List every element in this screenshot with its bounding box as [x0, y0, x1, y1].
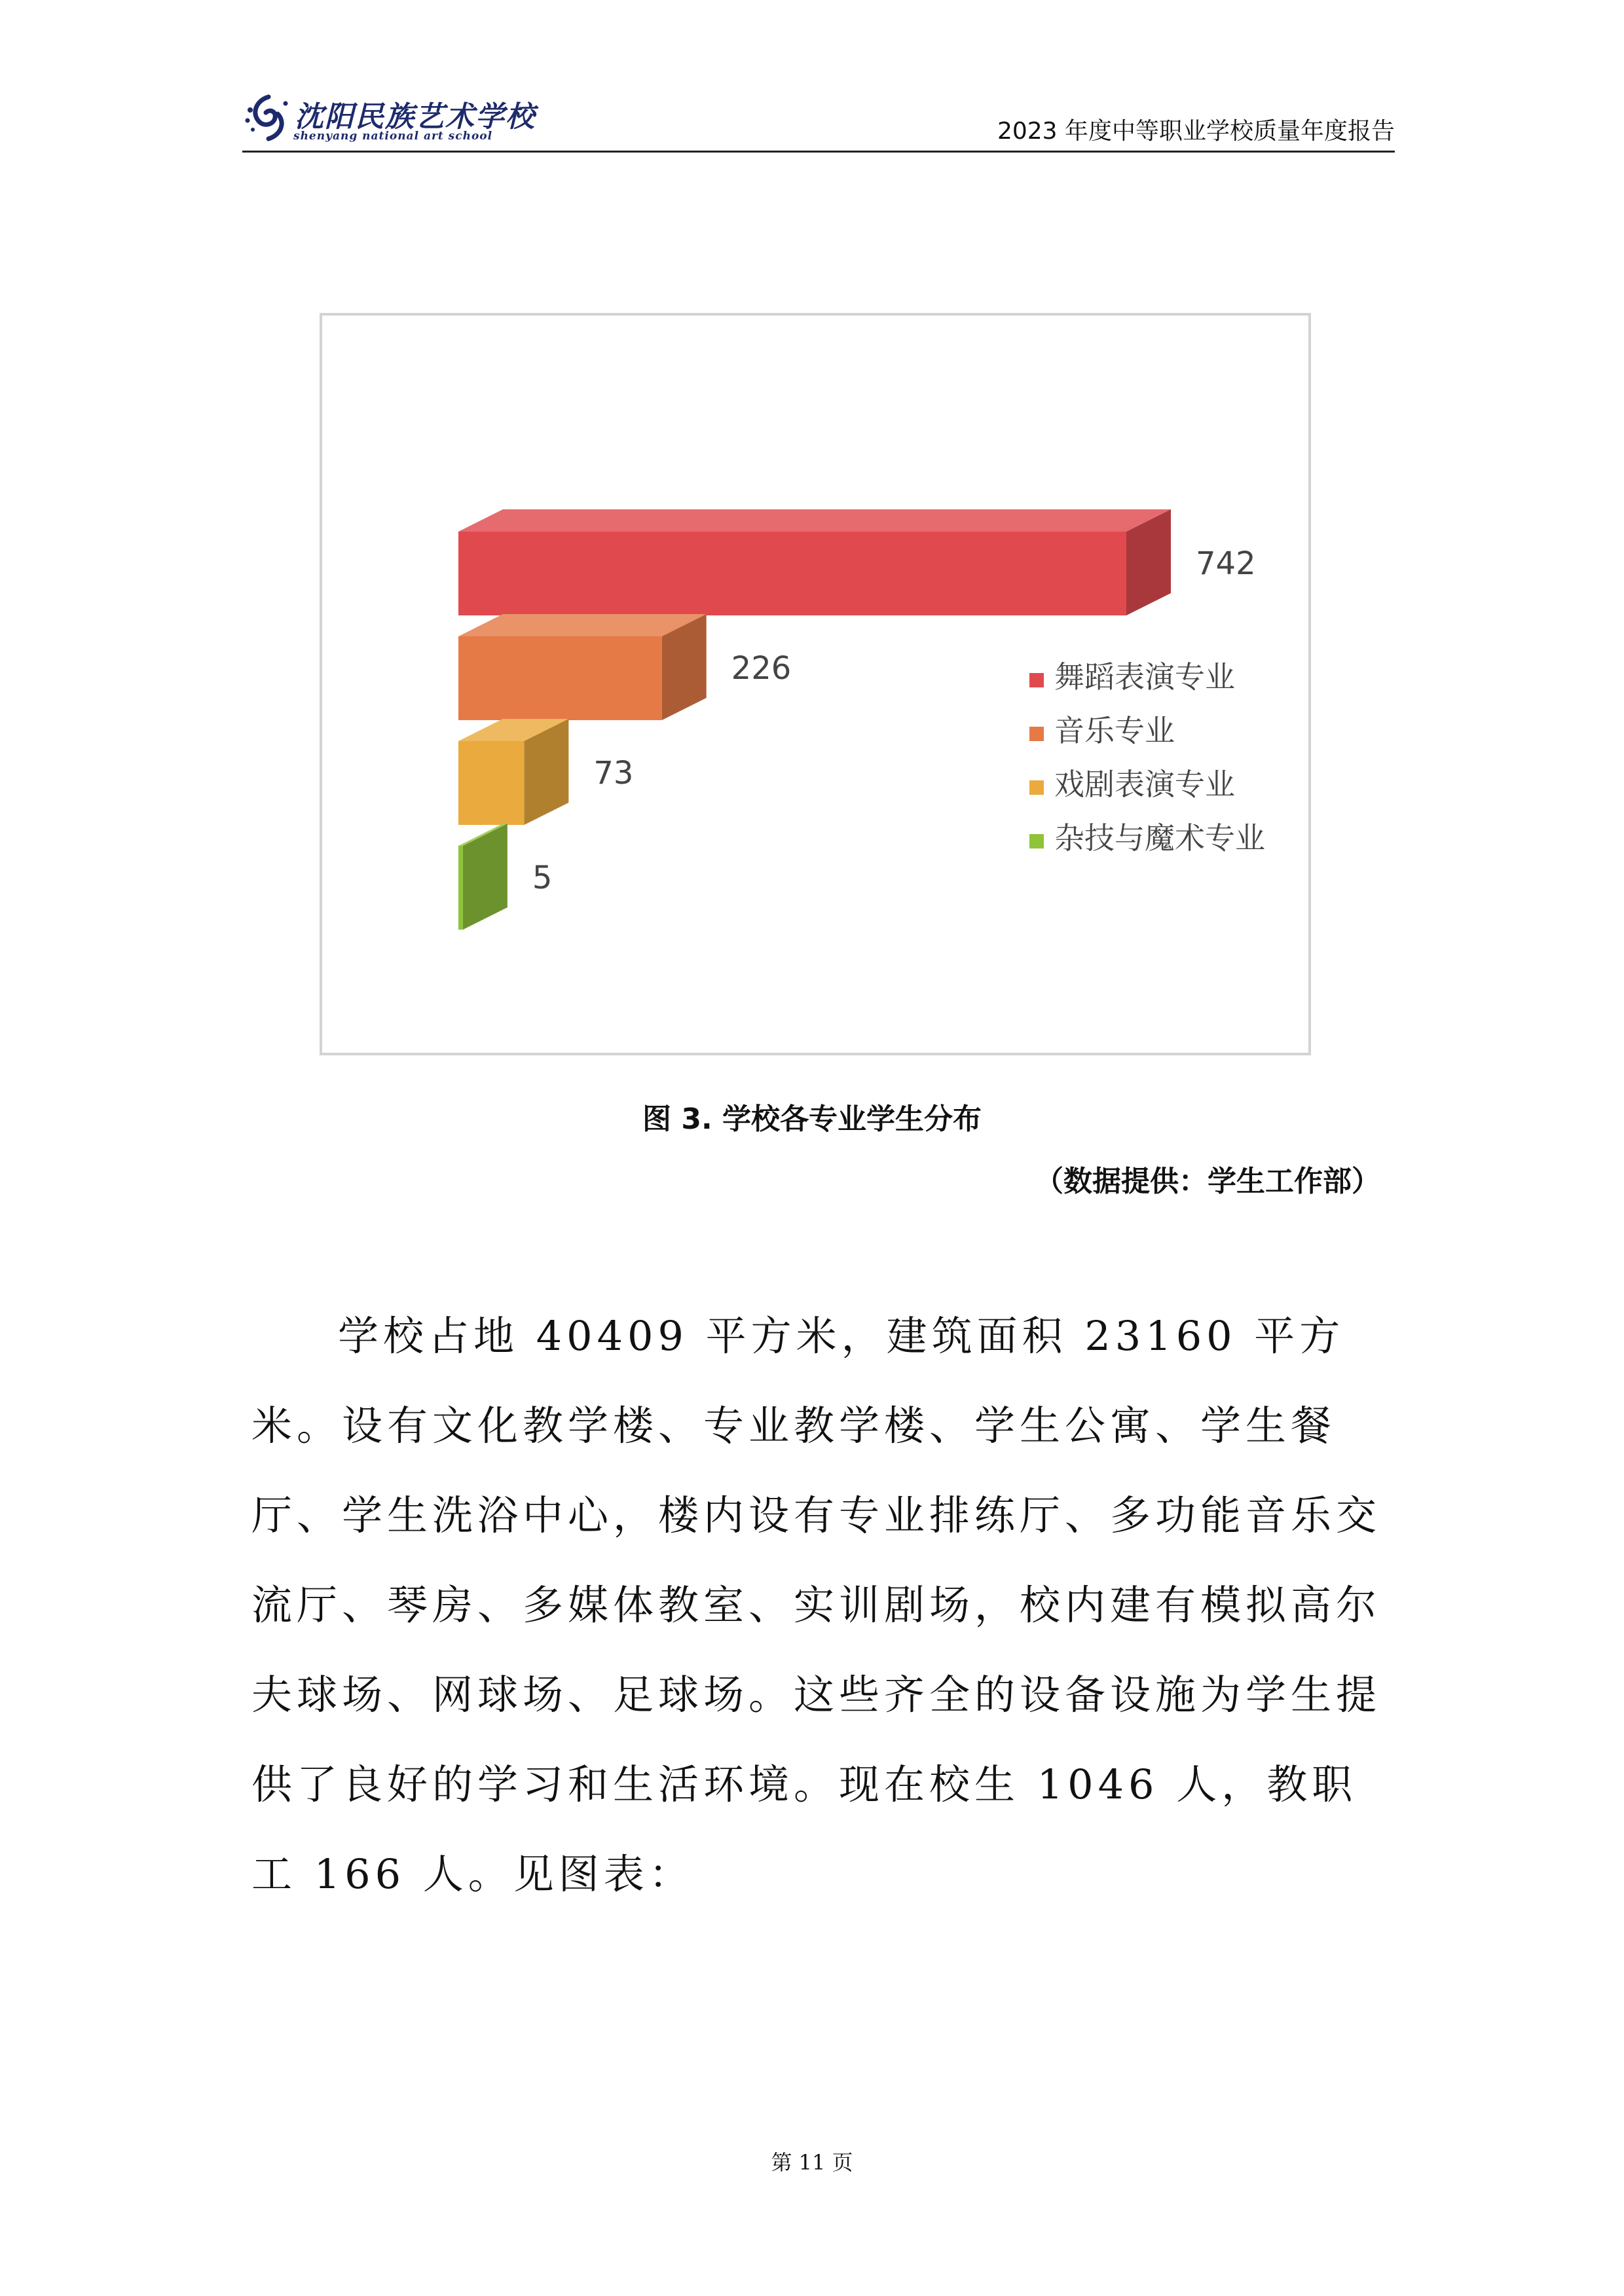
- page-number: 第 11 页: [771, 2150, 853, 2175]
- bar-4: [458, 824, 507, 930]
- school-emblem-icon: [242, 92, 295, 144]
- logo-chinese-name: 沈阳民族艺术学校: [295, 100, 536, 134]
- bar-side-face: [463, 824, 507, 930]
- bar-2: [458, 614, 707, 720]
- legend-item: [1029, 659, 1235, 695]
- report-title: 2023 年度中等职业学校质量年度报告: [997, 118, 1395, 145]
- legend-swatch: [1029, 780, 1044, 795]
- legend-label: 音乐专业: [1054, 713, 1175, 748]
- bar-chart: [322, 316, 1308, 1053]
- figure-caption: 图 3. 学校各专业学生分布: [642, 1102, 982, 1136]
- legend-item: [1029, 713, 1175, 748]
- school-logo: [242, 92, 536, 147]
- legend-label: 杂技与魔术专业: [1054, 820, 1265, 856]
- bar-front-face: [458, 636, 662, 720]
- bar-1: [458, 509, 1171, 615]
- logo-english-name: shenyang national art school: [293, 130, 493, 143]
- chart-frame: [320, 313, 1311, 1055]
- page-header: [242, 85, 1395, 153]
- legend-item: [1029, 767, 1235, 802]
- legend-label: 戏剧表演专业: [1054, 767, 1235, 802]
- body-paragraph: 学校占地 40409 平方米，建筑面积 23160 平方米。设有文化教学楼、专业教学楼、学生公寓、学生餐厅、学生洗浴中心，楼内设有专业排练厅、多功能音乐交流厅、琴房、多媒体教室、实训剧场，校内建有模拟高尔夫球场、网球场、足球场。这些齐全的设备设施为学生提供了良好的学习和生活环境。现在校生 1046 人，教职工 166 人。见图表：: [251, 1312, 1382, 1898]
- bar-front-face: [458, 741, 524, 825]
- bar-top-face: [458, 509, 1171, 532]
- bar-value-label: 742: [1196, 545, 1256, 582]
- bar-value-label: 5: [532, 860, 553, 896]
- legend-label: 舞蹈表演专业: [1054, 659, 1235, 695]
- legend-swatch: [1029, 673, 1044, 687]
- bar-value-label: 73: [593, 755, 634, 792]
- legend-swatch: [1029, 834, 1044, 848]
- bar-front-face: [458, 532, 1126, 615]
- bar-3: [458, 719, 568, 825]
- bar-value-label: 226: [731, 650, 792, 687]
- data-source-note: （数据提供：学生工作部）: [1035, 1165, 1380, 1198]
- bar-front-face: [458, 846, 463, 930]
- legend-swatch: [1029, 727, 1044, 741]
- legend-item: [1029, 820, 1265, 856]
